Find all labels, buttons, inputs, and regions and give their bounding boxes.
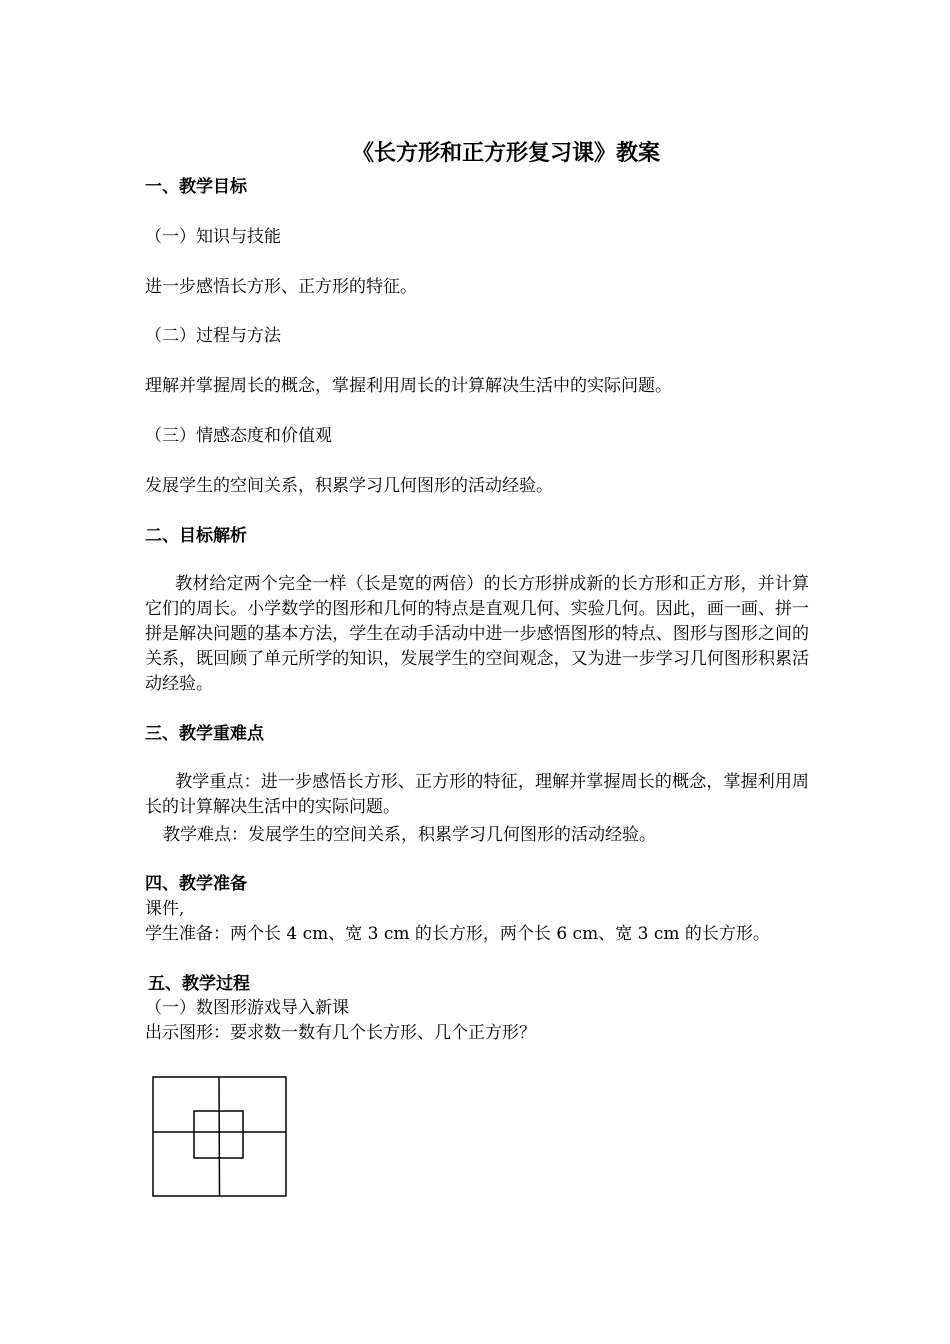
subheading-attitude-values: （三）情感态度和价值观 [145, 426, 332, 446]
subheading-knowledge-skills: （一）知识与技能 [145, 227, 281, 247]
paragraph-key-points-text: 教学重点：进一步感悟长方形、正方形的特征，理解并掌握周长的概念，掌握利用周长的计算解决生活中的实际问题。 [145, 772, 809, 817]
vertical-center-line [219, 1077, 220, 1196]
paragraph-key-points [145, 770, 809, 820]
paragraph-difficult-points: 教学难点：发展学生的空间关系，积累学习几何图形的活动经验。 [163, 825, 656, 845]
section-heading-1: 一、教学目标 [145, 177, 247, 197]
subheading-counting-game: （一）数图形游戏导入新课 [145, 998, 349, 1018]
rectangles-figure-svg [152, 1076, 288, 1198]
paragraph-goal-analysis-text: 教材给定两个完全一样（长是宽的两倍）的长方形拼成新的长方形和正方形，并计算它们的周长。小学数学的图形和几何的特点是直观几何、实验几何。因此，画一画、拼一拼是解决问题的基本方法，学生在动手活动中进一步感悟图形的特点、图形与图形之间的关系，既回顾了单元所学的知识，发展学生的空间观念，又为进一步学习几何图形积累活动经验。 [145, 574, 809, 694]
paragraph-courseware: 课件, [145, 899, 185, 919]
paragraph-student-prep: 学生准备：两个长 4 cm、宽 3 cm 的长方形，两个长 6 cm、宽 3 cm 的长方形。 [145, 924, 770, 944]
paragraph-show-figure: 出示图形：要求数一数有几个长方形、几个正方形？ [145, 1023, 536, 1043]
paragraph-knowledge-skills: 进一步感悟长方形、正方形的特征。 [145, 277, 417, 297]
section-heading-4: 四、教学准备 [145, 874, 247, 894]
counting-figure [152, 1076, 288, 1202]
section-heading-5: 五、教学过程 [148, 974, 250, 994]
document-title: 《长方形和正方形复习课》教案 [351, 140, 660, 166]
paragraph-attitude-values: 发展学生的空间关系，积累学习几何图形的活动经验。 [145, 476, 553, 496]
paragraph-goal-analysis [145, 572, 809, 697]
section-heading-3: 三、教学重难点 [145, 724, 264, 744]
section-heading-2: 二、目标解析 [145, 526, 247, 546]
paragraph-process-method: 理解并掌握周长的概念，掌握利用周长的计算解决生活中的实际问题。 [145, 376, 672, 396]
subheading-process-method: （二）过程与方法 [145, 326, 281, 346]
